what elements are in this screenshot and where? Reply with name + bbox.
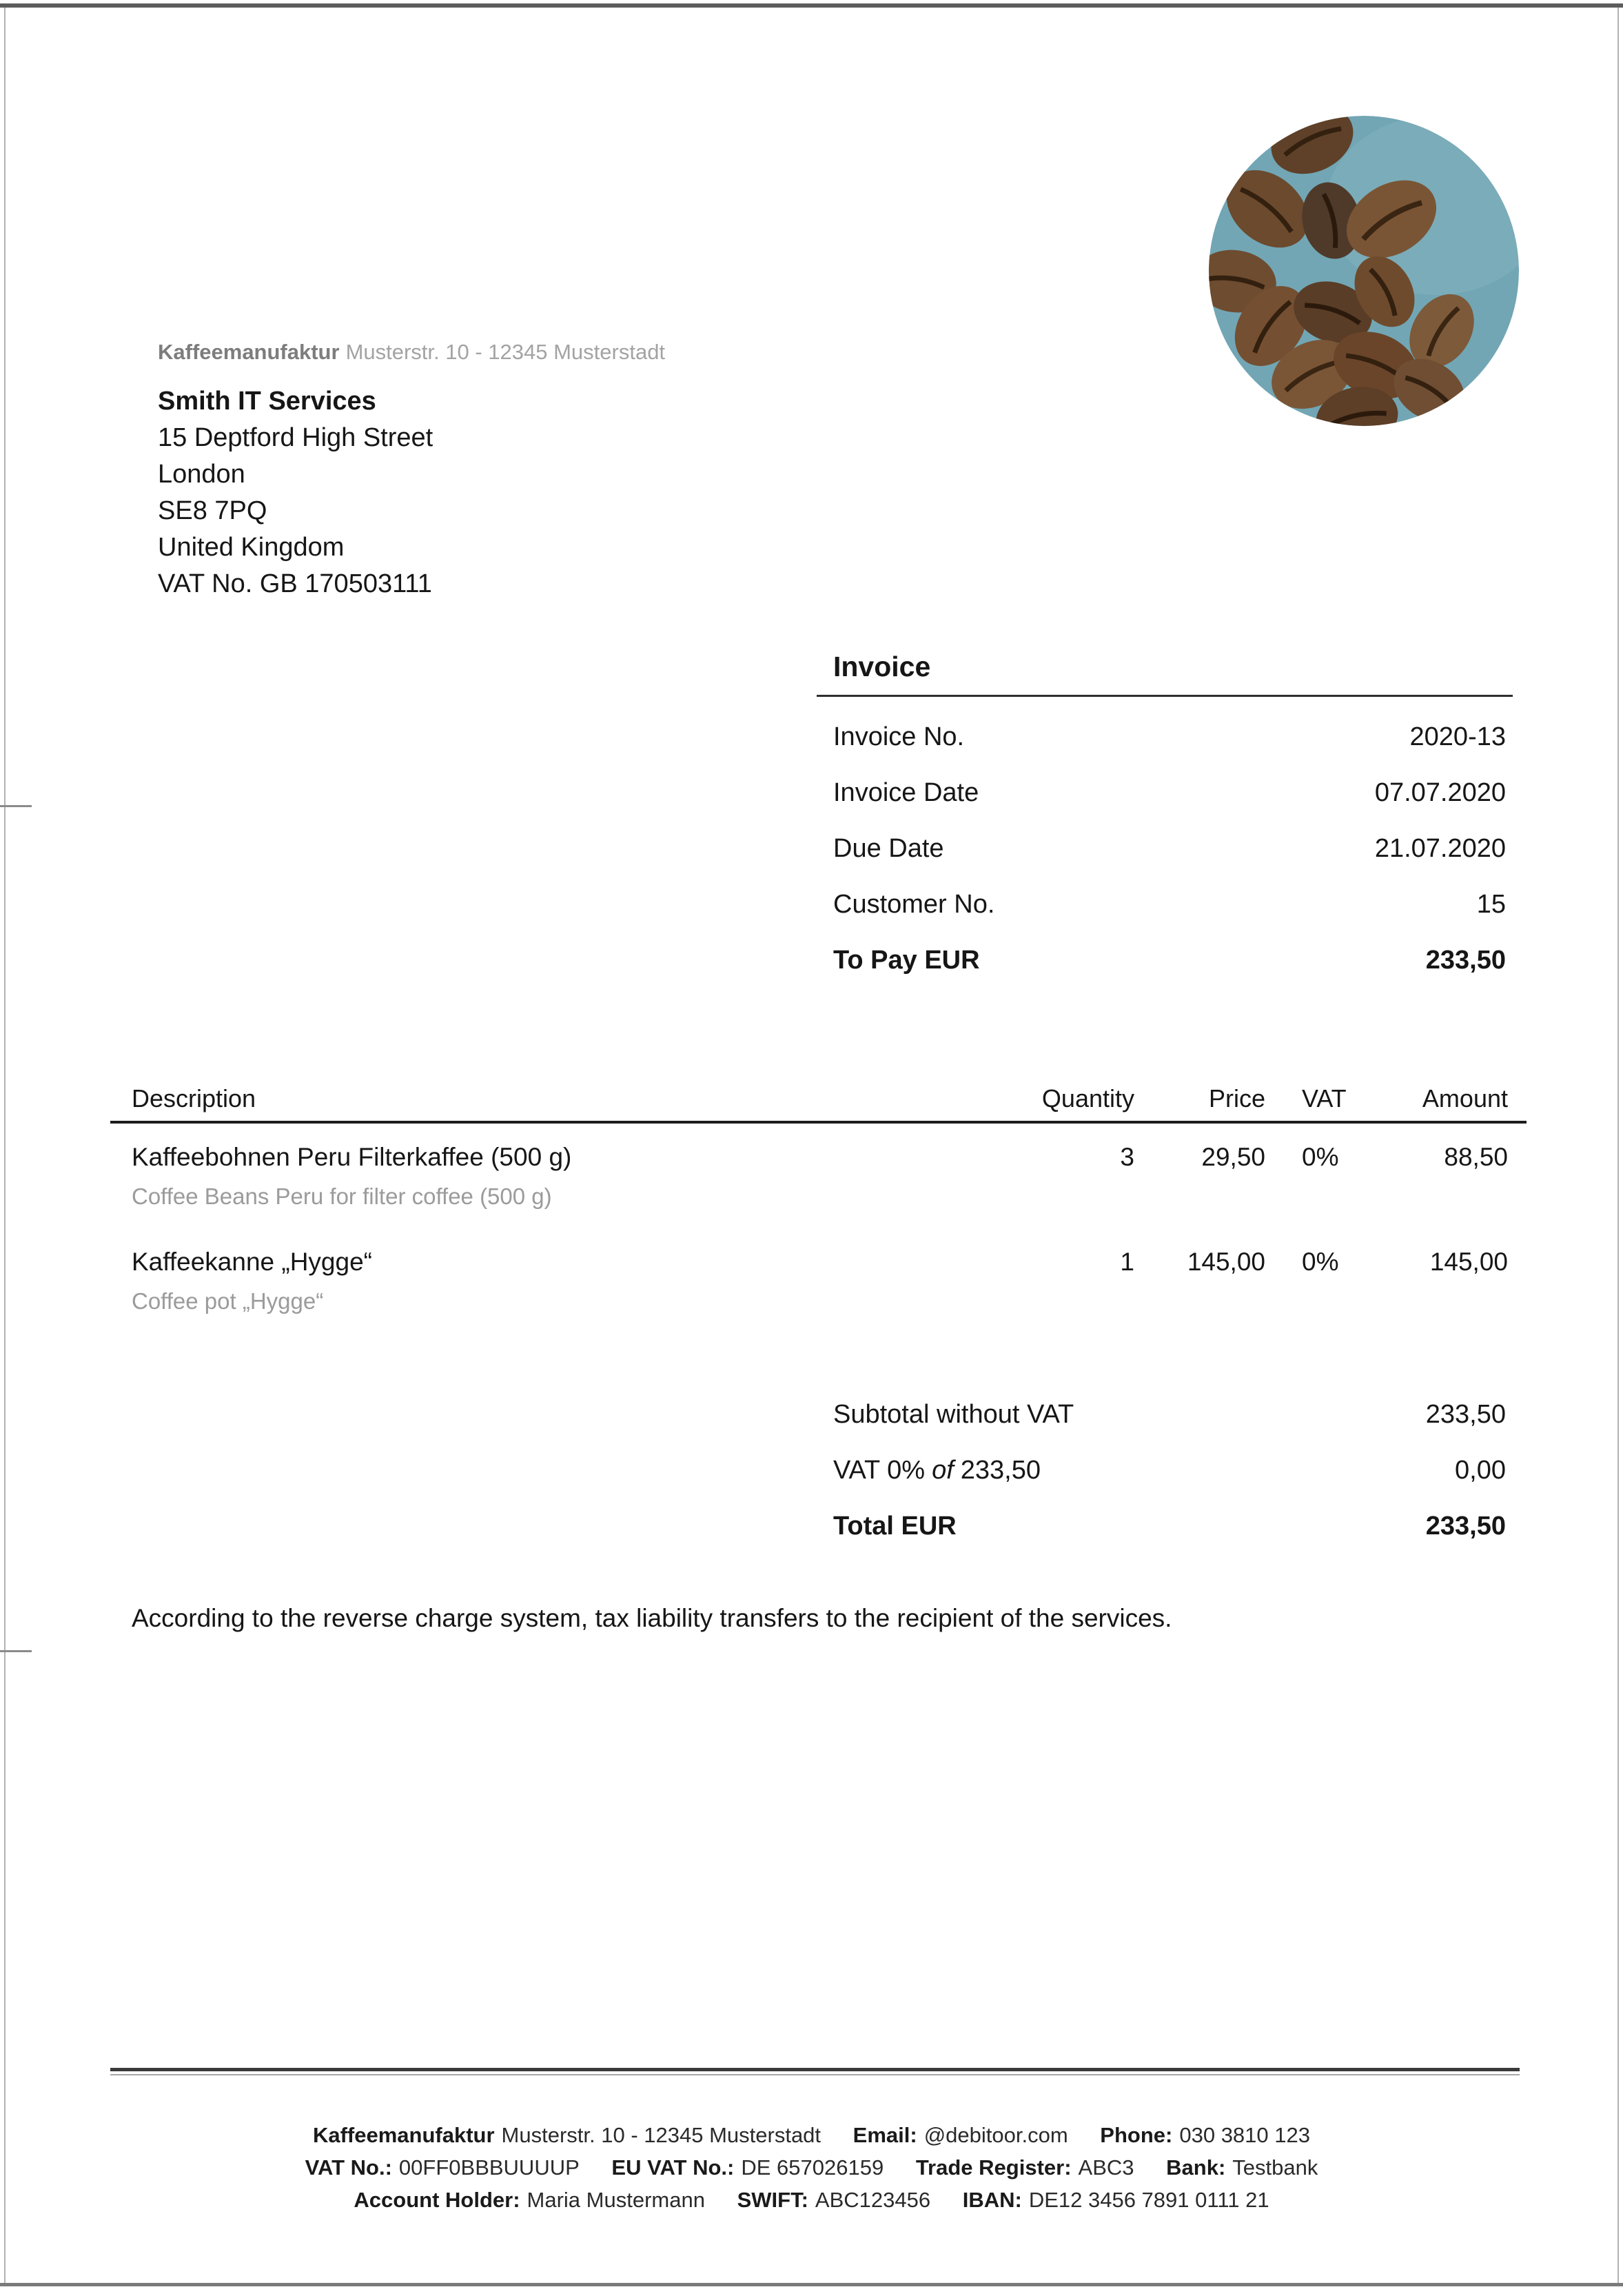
table-header-rule	[110, 1121, 1527, 1124]
meta-value: 15	[1476, 890, 1506, 919]
footer-traderegister-value: ABC3	[1078, 2155, 1134, 2180]
subtotal-label: Subtotal without VAT	[833, 1400, 1074, 1429]
coffee-beans-illustration	[1209, 116, 1519, 426]
meta-row-to-pay	[817, 945, 1513, 976]
footer-traderegister-label: Trade Register:	[915, 2155, 1072, 2180]
meta-label: Invoice Date	[833, 778, 979, 807]
fold-mark	[0, 1650, 32, 1652]
meta-label: Customer No.	[833, 890, 995, 919]
recipient-postcode: SE8 7PQ	[158, 496, 267, 525]
footer-accountholder-value: Maria Mustermann	[527, 2188, 705, 2212]
footer-traderegister-seg	[916, 2151, 1134, 2184]
invoice-meta	[817, 651, 1513, 976]
footer-vat-value: 00FF0BBBUUUUP	[398, 2155, 580, 2180]
invoice-title: Invoice	[833, 651, 931, 682]
subtotal-row	[817, 1399, 1513, 1430]
footer-phone-value: 030 3810 123	[1179, 2123, 1310, 2147]
footer-bank-seg	[1166, 2151, 1318, 2184]
footer-vat-label: VAT No.:	[305, 2155, 392, 2180]
footer-bank-label: Bank:	[1166, 2155, 1226, 2180]
items-table	[110, 1084, 1527, 1317]
item-vat: 0%	[1302, 1143, 1339, 1171]
item-quantity: 1	[1120, 1248, 1134, 1276]
item-main-line	[110, 1246, 1527, 1278]
totals-block	[817, 1399, 1513, 1542]
table-row	[110, 1141, 1527, 1212]
col-header-amount: Amount	[1422, 1084, 1508, 1113]
recipient-name: Smith IT Services	[158, 387, 376, 416]
vat-label-of: of	[932, 1456, 954, 1485]
item-description: Kaffeebohnen Peru Filterkaffee (500 g)	[132, 1143, 572, 1171]
footer-line-1	[0, 2119, 1623, 2151]
footer	[0, 2119, 1623, 2216]
meta-label: Invoice No.	[833, 722, 965, 751]
item-main-line	[110, 1141, 1527, 1173]
item-quantity: 3	[1120, 1143, 1134, 1171]
meta-row-invoice-no	[817, 722, 1513, 753]
footer-brand: Kaffeemanufaktur	[312, 2123, 495, 2147]
col-header-vat: VAT	[1302, 1084, 1347, 1113]
sender-line	[158, 339, 665, 365]
vat-row	[817, 1455, 1513, 1486]
footer-address: Musterstr. 10 - 12345 Musterstadt	[501, 2123, 821, 2147]
footer-accountholder-label: Account Holder:	[354, 2188, 520, 2212]
footer-email-seg	[853, 2119, 1068, 2151]
col-header-price: Price	[1208, 1084, 1265, 1113]
sender-address: Musterstr. 10 - 12345 Musterstadt	[345, 340, 666, 364]
recipient-vat: VAT No. GB 170503111	[158, 569, 432, 598]
footer-swift-seg	[737, 2184, 931, 2216]
meta-value: 233,50	[1425, 946, 1506, 975]
footer-line-3	[0, 2184, 1623, 2216]
meta-label: To Pay EUR	[833, 946, 980, 975]
footer-rule-shadow	[110, 2074, 1520, 2075]
meta-row-due-date	[817, 833, 1513, 864]
recipient-address	[158, 383, 433, 602]
footer-iban-label: IBAN:	[962, 2188, 1022, 2212]
vat-label-base: 233,50	[960, 1456, 1041, 1485]
item-description-translation: Coffee Beans Peru for filter coffee (500 g)	[132, 1183, 552, 1209]
coffee-beans-photo	[1209, 116, 1519, 426]
item-description-translation: Coffee pot „Hygge“	[132, 1288, 324, 1314]
footer-brand-seg	[313, 2119, 821, 2151]
total-value: 233,50	[1425, 1512, 1506, 1541]
footer-line-2	[0, 2151, 1623, 2184]
footer-bank-value: Testbank	[1232, 2155, 1318, 2180]
page-border-left	[4, 8, 6, 2283]
recipient-street: 15 Deptford High Street	[158, 423, 433, 452]
meta-label: Due Date	[833, 834, 944, 863]
item-price: 29,50	[1201, 1143, 1265, 1171]
vat-value: 0,00	[1455, 1456, 1506, 1485]
footer-euvat-value: DE 657026159	[741, 2155, 884, 2180]
footer-iban-value: DE12 3456 7891 0111 21	[1028, 2188, 1269, 2212]
footer-euvat-label: EU VAT No.:	[611, 2155, 735, 2180]
footer-accountholder-seg	[354, 2184, 705, 2216]
footer-swift-label: SWIFT:	[737, 2188, 808, 2212]
item-description: Kaffeekanne „Hygge“	[132, 1248, 372, 1276]
footer-rule	[110, 2068, 1520, 2071]
footer-email-label: Email:	[853, 2123, 917, 2147]
vat-label	[817, 1455, 1041, 1486]
total-label: Total EUR	[833, 1512, 957, 1541]
meta-value: 21.07.2020	[1374, 834, 1506, 863]
page-border-right	[1617, 8, 1619, 2283]
footer-phone-seg	[1100, 2119, 1310, 2151]
col-header-description: Description	[132, 1084, 256, 1113]
footer-swift-value: ABC123456	[815, 2188, 931, 2212]
table-header-row	[110, 1084, 1527, 1114]
item-amount: 88,50	[1444, 1143, 1508, 1171]
meta-value: 2020-13	[1409, 722, 1506, 751]
fold-mark	[0, 805, 32, 807]
meta-row-invoice-date	[817, 778, 1513, 809]
meta-value: 07.07.2020	[1374, 778, 1506, 807]
footer-iban-seg	[963, 2184, 1269, 2216]
invoice-title-rule	[817, 695, 1513, 697]
total-row	[817, 1511, 1513, 1542]
col-header-quantity: Quantity	[1041, 1084, 1134, 1113]
recipient-city: London	[158, 460, 245, 489]
vat-label-pre: VAT 0%	[833, 1456, 926, 1485]
item-price: 145,00	[1187, 1248, 1265, 1276]
footer-euvat-seg	[611, 2151, 884, 2184]
subtotal-value: 233,50	[1425, 1400, 1506, 1429]
recipient-country: United Kingdom	[158, 533, 345, 562]
item-vat: 0%	[1302, 1248, 1339, 1276]
reverse-charge-note: According to the reverse charge system, tax liability transfers to the recipient of the services.	[132, 1604, 1172, 1632]
page-border-top	[0, 3, 1623, 8]
footer-email-value: @debitoor.com	[923, 2123, 1068, 2147]
table-row	[110, 1246, 1527, 1317]
item-amount: 145,00	[1429, 1248, 1508, 1276]
page-border-bottom	[0, 2283, 1623, 2286]
meta-row-customer-no	[817, 889, 1513, 920]
sender-brand: Kaffeemanufaktur	[158, 340, 340, 364]
footer-phone-label: Phone:	[1100, 2123, 1173, 2147]
footer-vat-seg	[305, 2151, 580, 2184]
